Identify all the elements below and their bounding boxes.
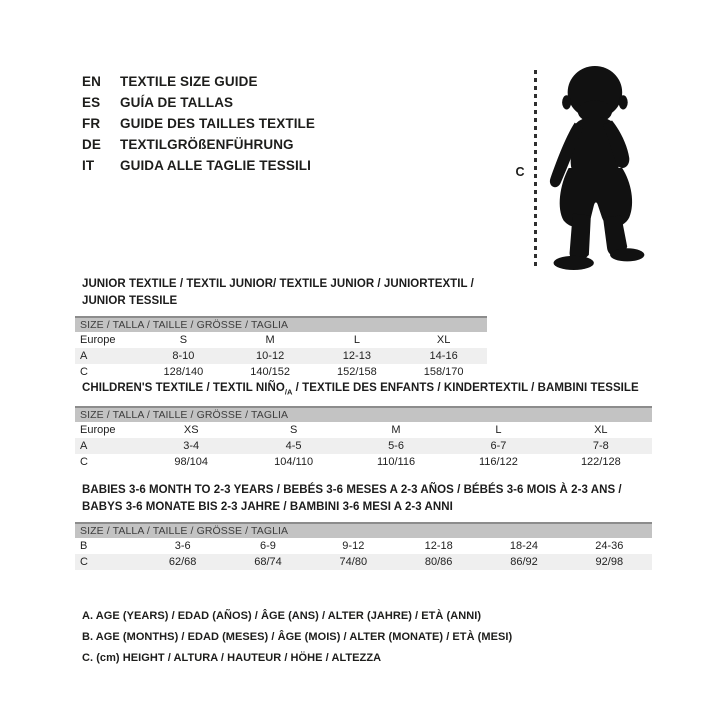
row-label: A	[80, 350, 88, 362]
size-header-bar: SIZE / TALLA / TAILLE / GRÖSSE / TAGLIA	[75, 316, 487, 332]
table-cell: XL	[594, 424, 608, 437]
section-title	[82, 482, 652, 516]
legend-footnotes	[82, 606, 512, 669]
table-cell: 14-16	[429, 350, 458, 362]
table-row	[75, 348, 487, 364]
language-title-list	[82, 71, 315, 176]
title-subscript: /A	[284, 387, 293, 397]
section-title-line	[82, 499, 652, 516]
table-cell: 7-8	[592, 440, 609, 453]
table-cell: S	[289, 424, 298, 437]
section-title-line	[82, 276, 487, 310]
footnote: B. AGE (MONTHS) / EDAD (MESES) / ÂGE (MOIS) / ALTER (MONATE) / ETÀ (MESI)	[82, 631, 513, 643]
table-cell: XS	[183, 424, 199, 437]
language-title: TEXTILE SIZE GUIDE	[120, 74, 258, 89]
table-cell: S	[179, 334, 188, 346]
table-cell: 152/158	[336, 366, 377, 378]
table-cell: L	[353, 334, 360, 346]
table-row	[75, 364, 487, 380]
title-text: BABIES 3-6 MONTH TO 2-3 YEARS / BEBÉS 3-6 MESES A 2-3 AÑOS / BÉBÉS 3-6 MOIS À 2-3 ANS /	[82, 484, 622, 496]
table-cell: 158/170	[423, 366, 464, 378]
table-cell: 24-36	[595, 540, 624, 552]
table-row	[75, 332, 487, 348]
table-cell: 12-18	[424, 540, 453, 552]
table-row	[75, 538, 652, 554]
babies-textile-section	[75, 482, 652, 570]
table-cell: 110/116	[376, 456, 416, 469]
table-cell: 8-10	[172, 350, 195, 362]
table-cell: 98/104	[174, 456, 209, 469]
table-cell: 6-9	[260, 540, 276, 552]
measurement-figure	[505, 55, 680, 277]
table-cell: 12-13	[342, 350, 371, 362]
language-code: FR	[82, 116, 101, 131]
title-text: JUNIOR TEXTILE / TEXTIL JUNIOR/ TEXTILE JUNIOR / JUNIORTEXTIL / JUNIOR TESSILE	[82, 278, 474, 307]
table-cell: 74/80	[339, 556, 368, 568]
toddler-silhouette-icon	[543, 64, 665, 271]
table-cell: 9-12	[342, 540, 365, 552]
table-cell: 4-5	[285, 440, 302, 453]
footnote: C. (cm) HEIGHT / ALTURA / HAUTEUR / HÖHE / ALTEZZA	[82, 652, 382, 664]
row-label: Europe	[80, 334, 116, 346]
title-text: / TEXTILE DES ENFANTS / KINDERTEXTIL / BAMBINI TESSILE	[292, 382, 639, 394]
row-label: Europe	[80, 424, 116, 437]
row-label: B	[80, 540, 88, 552]
title-text: CHILDREN'S TEXTILE / TEXTIL NIÑO	[82, 382, 285, 394]
table-cell: L	[495, 424, 502, 437]
language-title: GUÍA DE TALLAS	[120, 95, 234, 110]
table-cell: 128/140	[163, 366, 204, 378]
table-cell: 10-12	[256, 350, 285, 362]
table-row	[75, 554, 652, 570]
table-cell: 104/110	[274, 456, 314, 469]
language-code: IT	[82, 158, 95, 173]
table-cell: 3-6	[174, 540, 191, 552]
table-cell: XL	[436, 334, 451, 346]
table-cell: 86/92	[510, 556, 538, 568]
language-title: GUIDA ALLE TAGLIE TESSILI	[120, 158, 311, 173]
table-cell: 68/74	[254, 556, 282, 568]
size-header-bar: SIZE / TALLA / TAILLE / GRÖSSE / TAGLIA	[75, 522, 652, 538]
section-title	[82, 276, 487, 310]
table-cell: 80/86	[424, 556, 453, 568]
table-cell: 92/98	[595, 556, 624, 568]
height-measure-label: C	[515, 165, 525, 179]
table-cell: M	[265, 334, 275, 346]
height-measure-line	[534, 70, 537, 269]
language-title: TEXTILGRÖßENFÜHRUNG	[120, 137, 294, 152]
table-row	[75, 422, 652, 438]
table-cell: 116/122	[478, 456, 518, 469]
table-cell: 62/68	[168, 556, 197, 568]
title-text: BABYS 3-6 MONATE BIS 2-3 JAHRE / BAMBINI 3-6 MESI A 2-3 ANNI	[82, 501, 453, 513]
section-title-line	[82, 380, 652, 400]
table-row	[75, 454, 652, 470]
language-code: DE	[82, 137, 101, 152]
childrens-textile-section	[75, 380, 652, 470]
table-cell: 3-4	[183, 440, 200, 453]
table-cell: 5-6	[388, 440, 404, 453]
junior-textile-section	[75, 276, 487, 380]
section-title-line	[82, 482, 652, 499]
table-cell: 140/152	[250, 366, 290, 378]
row-label: C	[80, 456, 88, 469]
language-code: ES	[82, 95, 101, 110]
table-cell: M	[391, 424, 401, 437]
row-label: C	[80, 366, 88, 378]
table-cell: 6-7	[490, 440, 507, 453]
table-cell: 122/128	[580, 456, 621, 469]
section-title	[82, 380, 652, 400]
table-row	[75, 438, 652, 454]
footnote: A. AGE (YEARS) / EDAD (AÑOS) / ÂGE (ANS) / ALTER (JAHRE) / ETÀ (ANNI)	[82, 610, 482, 622]
language-title: GUIDE DES TAILLES TEXTILE	[120, 116, 316, 131]
row-label: A	[80, 440, 88, 453]
language-code: EN	[82, 74, 101, 89]
table-cell: 18-24	[509, 540, 539, 552]
size-header-bar: SIZE / TALLA / TAILLE / GRÖSSE / TAGLIA	[75, 406, 652, 422]
row-label: C	[80, 556, 88, 568]
